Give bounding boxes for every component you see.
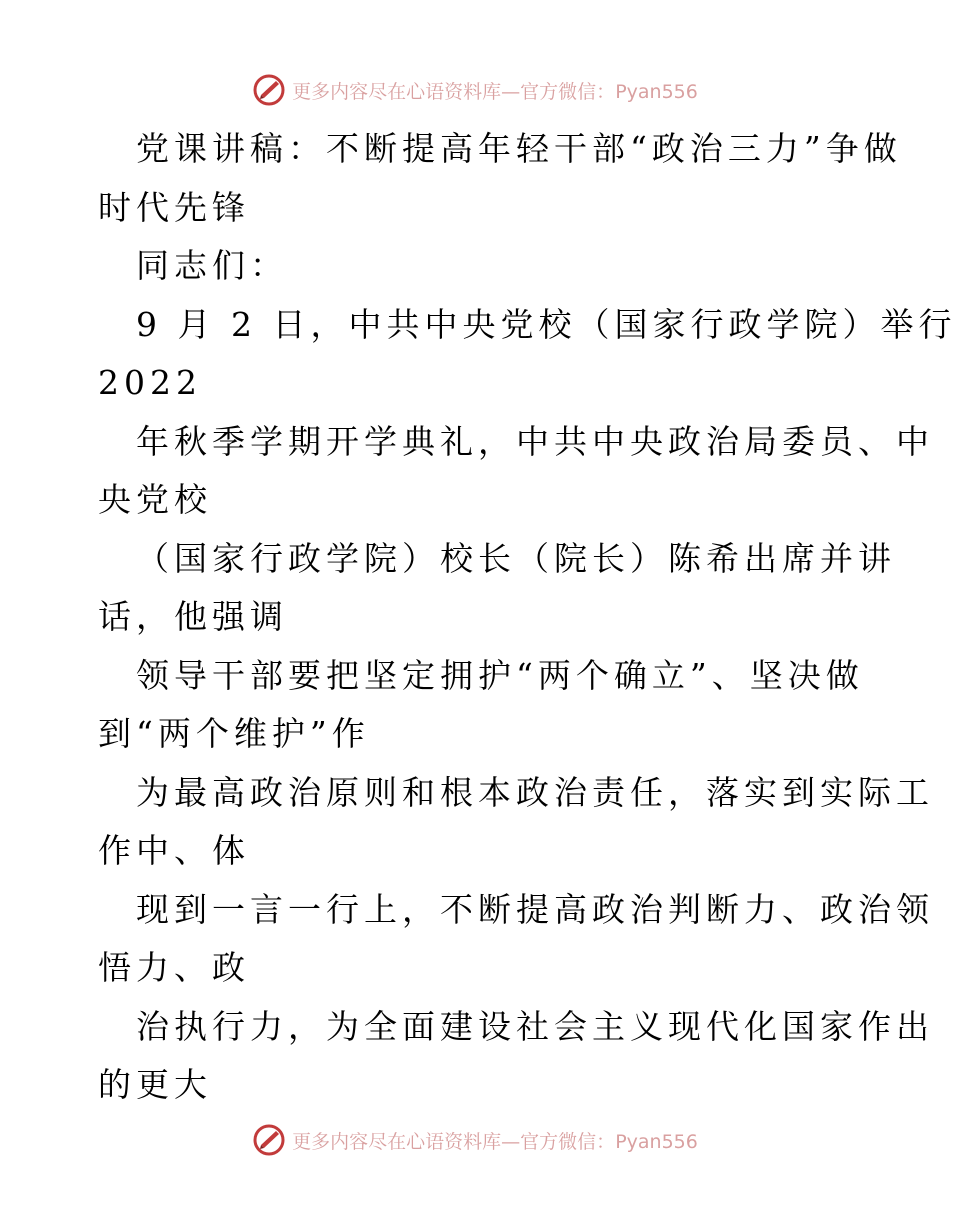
text-line: 领导干部要把坚定拥护“两个确立”、坚决做 [136, 655, 864, 695]
text-line: 同志们： [136, 246, 288, 285]
document-body [98, 120, 956, 1115]
text-line: 年秋季学期开学典礼，中共中央政治局委员、中 [136, 421, 934, 461]
text-line: 现到一言一行上，不断提高政治判断力、政治领 [136, 889, 934, 929]
text-line: 党课讲稿：不断提高年轻干部“政治三力”争做 [136, 129, 902, 168]
brand-logo-icon [252, 73, 286, 107]
watermark-text: 更多内容尽在心语资料库—官方微信：Pyan556 [292, 1130, 698, 1153]
text-line: 央党校 [98, 480, 212, 519]
text-line: 悟力、政 [98, 948, 250, 987]
text-line: 时代先锋 [98, 187, 250, 227]
text-line: 治执行力，为全面建设社会主义现代化国家作出 [136, 1006, 934, 1046]
brand-logo-icon [252, 1123, 286, 1157]
text-line: 话，他强调 [98, 597, 288, 636]
watermark-footer [0, 1120, 950, 1160]
watermark-text: 更多内容尽在心语资料库—官方微信：Pyan556 [292, 80, 698, 103]
text-line: 的更大 [98, 1065, 212, 1104]
text-line: 2022 [98, 363, 202, 402]
text-line: （国家行政学院）校长（院长）陈希出席并讲 [136, 538, 896, 578]
watermark-header [0, 70, 950, 110]
text-line: 为最高政治原则和根本政治责任，落实到实际工 [136, 772, 934, 812]
text-line: 9 月 2 日，中共中央党校（国家行政学院）举行 [136, 304, 956, 344]
text-line: 作中、体 [98, 831, 250, 870]
text-line: 到“两个维护”作 [98, 714, 370, 753]
